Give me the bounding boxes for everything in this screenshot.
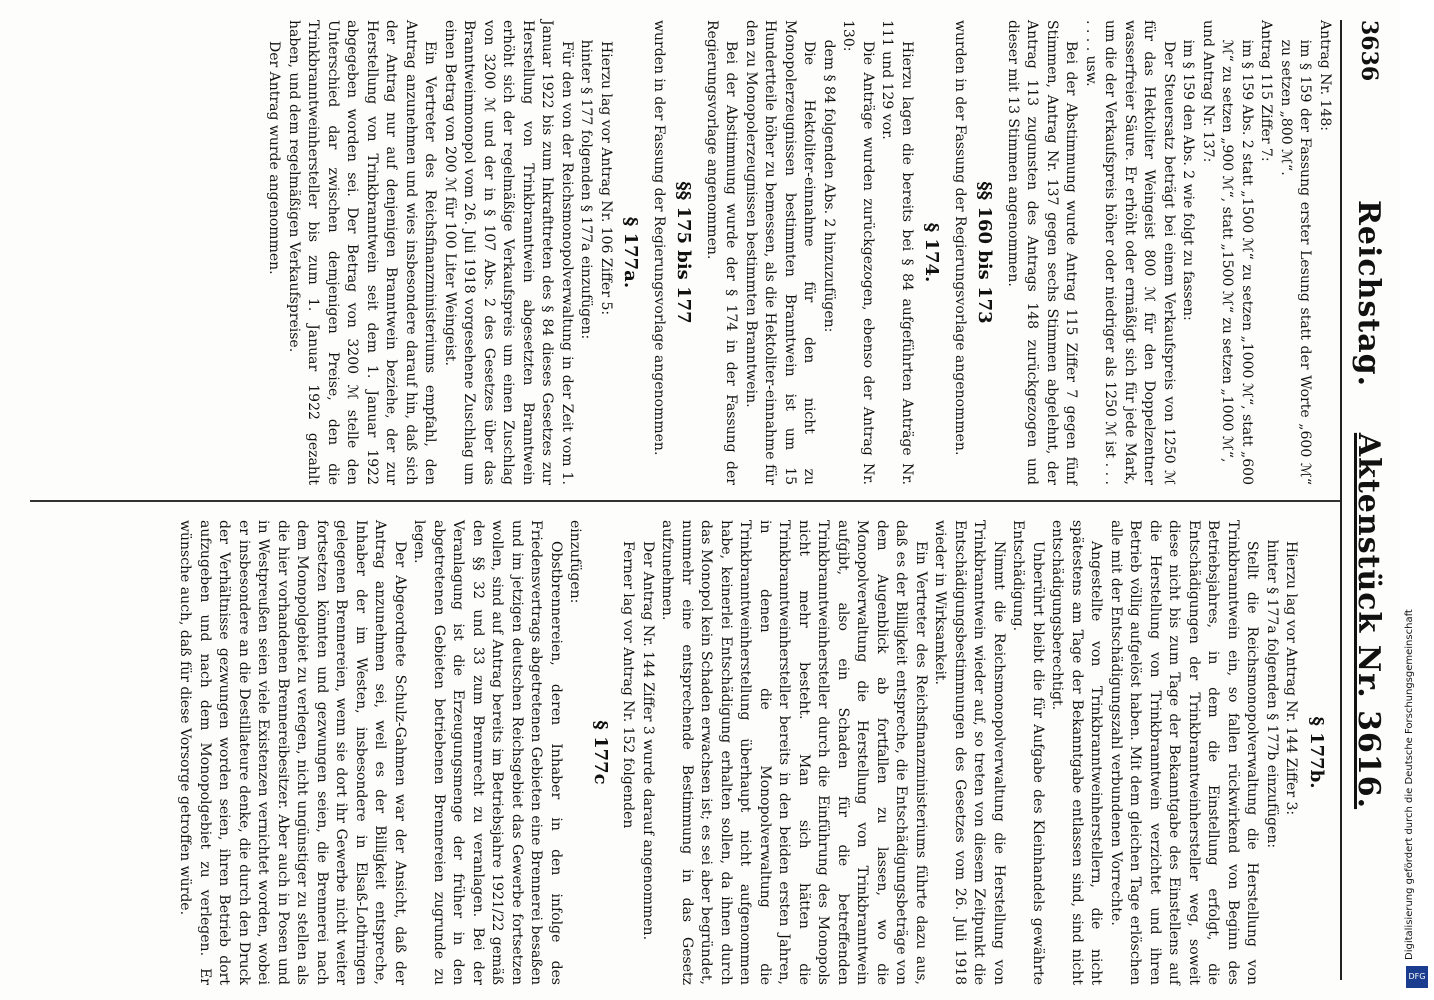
document-number: Aktenstück Nr. 3616. <box>1351 432 1386 810</box>
page-number: 3636 <box>1356 20 1382 82</box>
paragraph: Der Antrag Nr. 144 Ziffer 3 wurde darauf angenommen. <box>640 541 656 941</box>
paragraph: Obstbrennereien, deren Inhaber in den infolge des Friedensvertrags abgetretenen Gebieten eine Brennerei besaßen und im jetzigen deutschen Reichsgebiet das Gewerbe fortsetzen wollen, sind auf Antrag bereits im Betriebsjahre 1921/22 gemäß den §§ 32 und 33 zum Brennrecht zu veranlagen. Bei der Veranlagung ist die Erzeugungsmenge der früher in den abgetretenen Gebieten betriebenen Brennereien zugrunde zu legen. <box>411 520 564 985</box>
section-heading: § 177c <box>590 720 611 785</box>
paragraph: Antrag Nr. 148: <box>1317 20 1333 131</box>
left-column <box>264 20 1334 485</box>
quoted-amendment: im § 159 den Abs. 2 wie folgt zu fassen: <box>1180 39 1197 321</box>
paragraph: Antrag 115 Ziffer 7: <box>1258 20 1275 162</box>
section-heading: §§ 175 bis 177 <box>673 181 695 324</box>
paragraph: Stellt die Reichsmonopolverwaltung die Herstellung von Trinkbranntwein ein, so fallen rückwirkend von Beginn des Betriebsjahres, in dem die Einstellung erfolgt, die Entschädigungen der Trinkbranntweinhersteller weg, soweit diese nicht bis zum Tage der Bekanntgabe des Einstellens auf die Herstellung von Trinkbranntwein verzichtet und ihren Betrieb völlig aufgelöst haben. Mit dem gleichen Tage erlöschen alle mit der Entschädigungszahl verbundenen Vorrechte. <box>1108 520 1261 985</box>
paragraph: einzufügen: <box>567 520 584 604</box>
column-divider <box>30 500 1340 502</box>
section-heading: § 177b. <box>1306 716 1327 789</box>
quoted-amendment: hinter § 177 folgenden § 177a einzufügen: <box>578 39 595 340</box>
running-head <box>1351 200 1386 809</box>
page-header <box>1340 20 1390 980</box>
paragraph: Nimmt die Reichsmonopolverwaltung die Herstellung von Trinkbranntwein wieder auf, so treten von diesem Zeitpunkt die Entschädigungsbestimmungen des Gesetzes vom 26. Juli 1918 wieder in Wirksamkeit. <box>932 520 1007 985</box>
quoted-amendment: im § 159 Abs. 2 statt „1500 ℳ“ zu setzen „1000 ℳ“, statt „600 ℳ“ zu setzen „900 ℳ“, statt „1500 ℳ“ zu setzen „1000 ℳ“, <box>1219 39 1255 485</box>
paragraph: Angestellte von Trinkbranntweinherstellern, die nicht spätestens am Tage der Bekanntgabe entlassen sind, sind nicht entschädigungsberechtigt. <box>1049 520 1105 985</box>
quoted-amendment: im § 159 der Fassung erster Lesung statt der Worte „600 ℳ“ zu setzen „800 ℳ“. <box>1278 39 1314 485</box>
paragraph: Die Anträge wurden zurückgezogen, ebenso der Antrag Nr. 130: <box>840 20 876 485</box>
paragraph: Ein Vertreter des Reichsfinanzministeriums führte dazu aus, daß es der Billigkeit entspreche, die Entschädigungsbeträge von dem Augenblick ab fortfallen zu lassen, wo die Monopolverwaltung die Herstellung von Trinkbranntwein aufgibt, also ein Schaden für die betreffenden Trinkbranntweinhersteller durch die Einführung des Monopols nicht mehr besteht. Man sich hätten die Trinkbranntweinhersteller bereits in den beiden ersten Jahren, in denen die Monopolverwaltung die Trinkbranntweinherstellung überhaupt nicht aufgenommen habe, keinerlei Entschädigung erhalten sollen, da ihnen durch das Monopol kein Schaden erwachsen ist; es sei aber begründet, nunmehr eine entsprechende Bestimmung in das Gesetz aufzunehmen. <box>659 520 929 985</box>
dfg-logo: DFG <box>1406 966 1428 988</box>
section-heading: §§ 160 bis 173 <box>974 181 996 324</box>
publication-name: Reichstag. <box>1351 200 1386 388</box>
header-rule <box>1340 20 1342 980</box>
paragraph: Bei der Abstimmung wurde der § 174 in der Fassung der Regierungsvorlage angenommen. <box>704 20 740 485</box>
paragraph: wurden in der Fassung der Regierungsvorlage angenommen. <box>952 20 968 456</box>
paragraph: Ferner lag vor Antrag Nr. 152 folgenden <box>620 541 637 829</box>
paragraph: Für den von der Reichsmonopolverwaltung in der Zeit vom 1. Januar 1922 bis zum Inkrafttreten des § 84 dieses Gesetzes zur Herstellung von Trinkbranntwein abgesetzten Branntwein erhöht sich der regelmäßige Verkaufspreis um einen Zuschlag von 3200 ℳ und der in § 107 Abs. 2 des Gesetzes über das Branntweinmonopol vom 26. Juli 1918 vorgesehene Zuschlag um einen Betrag von 200 ℳ für 100 Liter Weingeist. <box>442 20 575 485</box>
right-column <box>175 520 1334 985</box>
paragraph: wurden in der Fassung der Regierungsvorlage angenommen. <box>651 20 667 456</box>
paragraph: Unberührt bleibt die für Aufgabe des Kleinhandels gewährte Entschädigung. <box>1010 520 1046 985</box>
paragraph: Der Steuersatz beträgt bei einem Verkaufspreis von 1250 ℳ für das Hektoliter Weingeist 800 ℳ für den Doppelzentner wasserfreier Säure. Er erhöht oder ermäßigt sich für jede Mark, um die der Verkaufspreis höher oder niedriger als 1250 ℳ ist . . . . . . . usw. <box>1083 20 1177 485</box>
digitization-credit: Digitalisierung gefördert durch die Deutsche Forschungsgemeinschaft <box>1404 609 1415 960</box>
paragraph: Hierzu lag vor Antrag Nr. 106 Ziffer 5: <box>598 41 614 316</box>
paragraph: Der Antrag wurde angenommen. <box>266 41 283 275</box>
paragraph: Der Abgeordnete Schulz-Gahmen war der Ansicht, daß der Antrag anzunehmen sei, weil es der Billigkeit entspreche, Inhaber der im Westen, insbesondere in Elsaß-Lothringen gelegenen Brennereien, wenn sie dort ihr Gewerbe nicht weiter fortsetzen könnten und gezwungen seien, die Brennerei nach dem Monopolgebiet zu verlegen, nicht ungünstiger zu stellen als die hier vorhandenen Brennereibesitzer. Aber auch in Posen und in Westpreußen seien viele Existenzen vernichtet worden, wobei er insbesondere an die Destillateure denke, die durch den Druck der Verhältnisse gezwungen worden seien, ihren Betrieb dort aufzugeben und nach dem Monopolgebiet zu verlegen. Er wünsche auch, daß für diese Vorsorge getroffen würde. <box>177 520 408 985</box>
paragraph: Bei der Abstimmung wurde Antrag 115 Ziffer 7 gegen fünf Stimmen, Antrag Nr. 137 gegen sechs Stimmen abgelehnt, der Antrag 113 zugunsten des Antrags 148 zurückgezogen und dieser mit 13 Stimmen angenommen. <box>1005 20 1080 485</box>
paragraph: Hierzu lagen die bereits bei § 84 aufgeführten Anträge Nr. 111 und 129 vor. <box>879 20 915 485</box>
section-heading: § 177a. <box>620 216 642 289</box>
paragraph: Die Hektoliter-einnahme für den nicht zu Monopolerzeugnissen bestimmten Branntwein ist um 15 Hundertteile höher zu bemessen, als die Hektoliter-einnahme für den zu Monopolerzeugnissen bestimmten Branntwein. <box>743 20 818 485</box>
quoted-amendment: dem § 84 folgenden Abs. 2 hinzuzufügen: <box>821 39 837 333</box>
paragraph: und Antrag Nr. 137: <box>1200 20 1216 163</box>
paragraph: Hierzu lag vor Antrag Nr. 144 Ziffer 3: <box>1283 541 1300 816</box>
quoted-amendment: hinter § 177a folgenden § 177b einzufügen: <box>1264 539 1280 849</box>
paragraph: Ein Vertreter des Reichsfinanzministeriums empfahl, den Antrag anzunehmen und wies insbesondere darauf hin, daß sich der Antrag nur auf denjenigen Branntwein beziehe, der zur Herstellung von Trinkbranntwein seit dem 1. Januar 1922 abgegeben worden sei. Der Betrag von 3200 ℳ stelle den Unterschied dar zwischen demjenigen Preise, den die Trinkbranntweinhersteller bis zum 1. Januar 1922 gezahlt haben, und dem regelmäßigen Verkaufspreise. <box>286 20 439 485</box>
section-heading: § 174. <box>921 222 943 283</box>
